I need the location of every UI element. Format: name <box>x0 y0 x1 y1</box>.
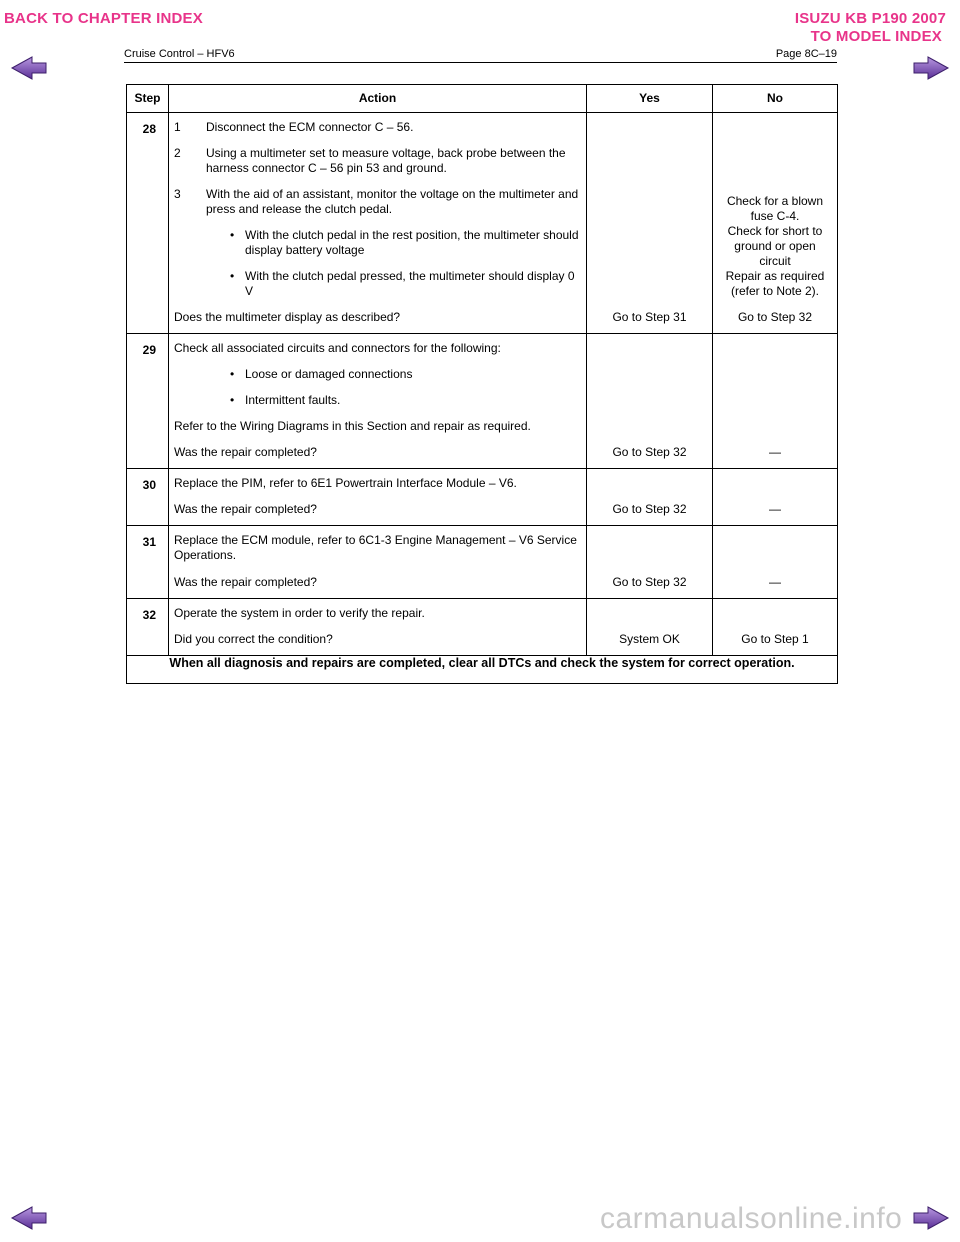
no-cell: — <box>713 526 838 599</box>
list-item: 2 Using a multimeter set to measure voltage, back probe between the harness connector C – 56 pin 53 and ground. <box>174 146 566 175</box>
back-to-chapter-index-link[interactable]: BACK TO CHAPTER INDEX <box>4 10 203 27</box>
step-number: 32 <box>127 599 169 656</box>
action-cell <box>169 113 587 334</box>
yes-cell: Go to Step 32 <box>587 526 713 599</box>
question-text: Does the multimeter display as described? <box>174 310 401 324</box>
bullet-icon: • <box>230 367 235 381</box>
step-number: 30 <box>127 469 169 526</box>
bullet-item: • With the clutch pedal in the rest position, the multimeter should display battery voltage <box>230 228 579 257</box>
question-text: Did you correct the condition? <box>174 632 333 646</box>
action-cell: Operate the system in order to verify the repair. Did you correct the condition? <box>169 599 587 656</box>
action-cell: Replace the ECM module, refer to 6C1-3 Engine Management – V6 Service Operations. Was the repair completed? <box>169 526 587 599</box>
bullet-icon: • <box>230 269 235 283</box>
arrow-left-icon[interactable] <box>10 56 48 80</box>
watermark-text: carmanualsonline.info <box>600 1202 903 1235</box>
manual-title: ISUZU KB P190 2007 <box>794 10 946 27</box>
col-header-action: Action <box>169 85 587 113</box>
no-notes: Check for a blown fuse C-4. Check for short to ground or open circuit Repair as required (refer to Note 2). <box>725 194 825 298</box>
table-footer-row <box>127 656 838 684</box>
section-title: Cruise Control – HFV6 <box>124 48 235 60</box>
step-number: 28 <box>127 113 169 334</box>
table-row <box>127 334 838 469</box>
yes-cell: System OK <box>587 599 713 656</box>
question-text: Was the repair completed? <box>174 502 317 516</box>
list-item: 3 With the aid of an assistant, monitor the voltage on the multimeter and press and release the clutch pedal. <box>174 187 579 216</box>
to-model-index-label: TO MODEL INDEX <box>810 28 942 45</box>
bullet-item: • Intermittent faults. <box>230 393 341 407</box>
yes-cell: Go to Step 32 <box>587 334 713 469</box>
table-header-row <box>127 85 838 113</box>
question-text: Was the repair completed? <box>174 575 317 589</box>
col-header-no: No <box>713 85 838 113</box>
action-cell: Replace the PIM, refer to 6E1 Powertrain Interface Module – V6. Was the repair completed? <box>169 469 587 526</box>
bullet-item: • With the clutch pedal pressed, the multimeter should display 0 V <box>230 269 575 298</box>
bullet-item: • Loose or damaged connections <box>230 367 413 381</box>
table-row <box>127 599 838 656</box>
list-item: 1 Disconnect the ECM connector C – 56. <box>174 120 414 134</box>
yes-cell: Go to Step 32 <box>587 469 713 526</box>
page-number: Page 8C–19 <box>775 48 837 60</box>
arrow-right-icon[interactable] <box>912 56 950 80</box>
yes-cell: Go to Step 31 <box>587 113 713 334</box>
header-rule <box>124 62 837 63</box>
model-index-link[interactable] <box>795 10 946 46</box>
col-header-step: Step <box>127 85 169 113</box>
bullet-icon: • <box>230 228 235 242</box>
question-text: Was the repair completed? <box>174 445 317 459</box>
arrow-left-icon[interactable] <box>10 1206 48 1230</box>
step-number: 29 <box>127 334 169 469</box>
no-cell: Go to Step 1 <box>713 599 838 656</box>
bullet-icon: • <box>230 393 235 407</box>
table-row <box>127 526 838 599</box>
table-row <box>127 113 838 334</box>
no-outcome: Go to Step 32 <box>737 310 813 324</box>
table-row <box>127 469 838 526</box>
arrow-right-icon[interactable] <box>912 1206 950 1230</box>
no-cell: — <box>713 469 838 526</box>
step-number: 31 <box>127 526 169 599</box>
no-cell: — <box>713 334 838 469</box>
footer-note: When all diagnosis and repairs are completed, clear all DTCs and check the system for correct operation. <box>127 656 838 684</box>
col-header-yes: Yes <box>587 85 713 113</box>
action-cell: Check all associated circuits and connectors for the following: • Loose or damaged connections • Intermittent faults. Refer to the Wiring Diagrams in this Section and repair as required. Was the repair completed? <box>169 334 587 469</box>
no-cell <box>713 113 838 334</box>
diagnostic-table <box>126 84 838 684</box>
